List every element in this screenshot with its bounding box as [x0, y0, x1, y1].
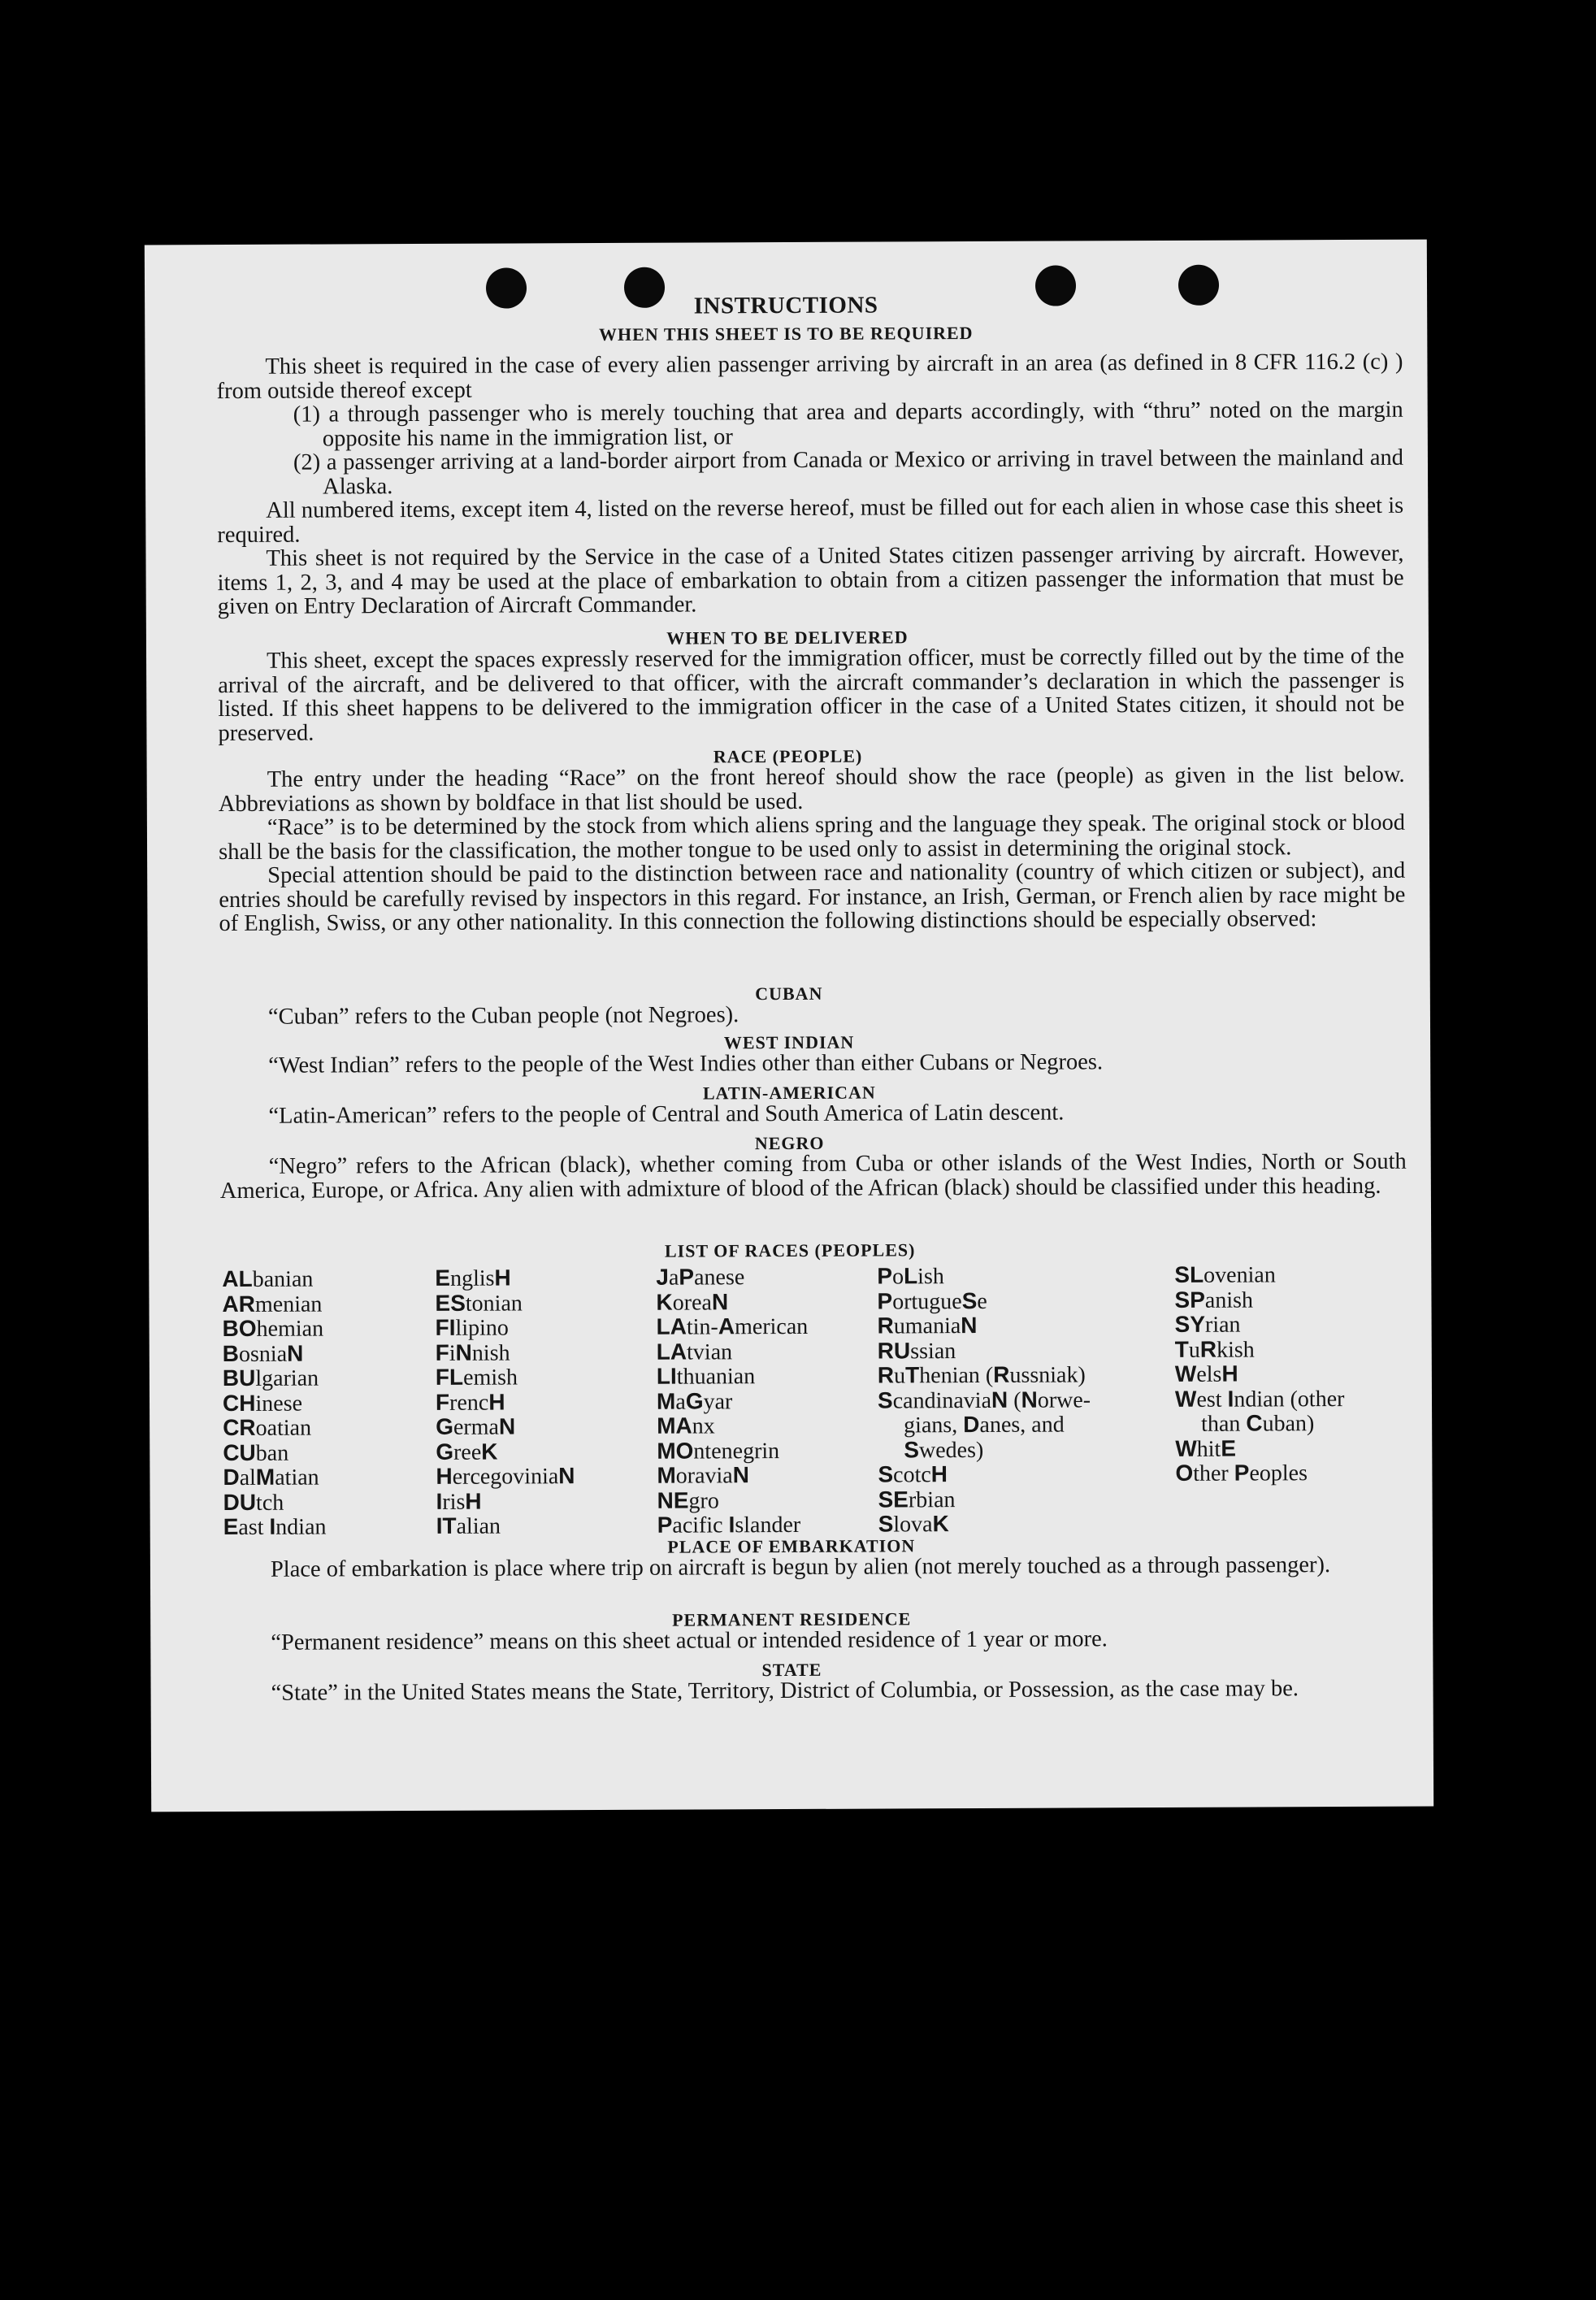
- race-item: BUlgarian: [222, 1365, 319, 1391]
- race-item: WelsH: [1174, 1360, 1238, 1387]
- race-item: RumaniaN: [877, 1312, 978, 1339]
- embarkation-text: Place of embarkation is place where trip on aircraft is begun by alien (not merely touched as a through passenger).: [270, 1552, 1331, 1582]
- section-title-residence: PERMANENT RESIDENCE: [672, 1608, 912, 1630]
- race-item: DalMatian: [223, 1464, 319, 1491]
- cuban-text: “Cuban” refers to the Cuban people (not Negroes).: [267, 1002, 739, 1030]
- instruction-sheet: [145, 240, 1433, 1812]
- race-item: BosniaN: [222, 1340, 304, 1367]
- race-column: [1174, 1262, 1345, 1486]
- race-item: gians, Danes, and: [904, 1411, 1065, 1439]
- race-item: LAtvian: [656, 1339, 733, 1365]
- race-item: LAtin-American: [656, 1313, 809, 1340]
- race-item: ARmenian: [222, 1291, 323, 1317]
- race-column: [222, 1266, 326, 1539]
- race-item: NEgro: [657, 1487, 719, 1514]
- section-title-latin-american: LATIN-AMERICAN: [702, 1082, 876, 1104]
- race-item: HercegovinіaN: [436, 1463, 575, 1490]
- negro-text: “Negro” refers to the African (black), whether coming from Cuba or other islands of the West Indies, North or South America, Europe, or Africa. Any alien with admixture of blood of the African (black) should be classified under this heading.: [219, 1148, 1407, 1204]
- race-item: MOntenegrin: [657, 1438, 780, 1465]
- race-column: [435, 1265, 575, 1538]
- race-item: SPanish: [1174, 1287, 1254, 1313]
- section-title-state: STATE: [761, 1659, 822, 1681]
- race-item: ALbanian: [222, 1265, 314, 1292]
- section-title-when-delivered: WHEN TO BE DELIVERED: [666, 627, 909, 649]
- race-item: East Indian: [223, 1513, 327, 1540]
- race-item: West Indian (other: [1174, 1386, 1345, 1413]
- race-item: JaPanese: [656, 1264, 745, 1291]
- race-item: PoLish: [877, 1263, 944, 1290]
- race-item: SlovaK: [878, 1511, 949, 1538]
- race-item: LIthuanian: [656, 1363, 756, 1390]
- race-item: ScandinaviaN (Norwe-: [877, 1387, 1091, 1413]
- race-item: EStonian: [435, 1290, 523, 1317]
- race-item: EnglisH: [435, 1265, 511, 1291]
- race-item: MoraviaN: [657, 1462, 750, 1489]
- race-item: WhitE: [1175, 1435, 1237, 1462]
- race-column: [877, 1263, 1091, 1537]
- race-text: The entry under the heading “Race” on the front hereof should show the race (people) as given in the list below. Abbreviations as shown by boldface in that list should be used. “Race” is to be determined by the stock from which aliens spring and the language they speak. The original stock or blood shall be the basis for the classification, the mother tongue to be used only to assist in determining the original stock. Special attention should be paid to the distinction between race and nationality (country of which citizen or subject), and entries should be carefully revised by inspectors in this regard. For instance, an Irish, German, or French alien by race might be of English, Swiss, or any other nationality. In this connection the following distinctions should be especially observed:: [218, 762, 1406, 937]
- west-indian-text: “West Indian” refers to the people of the West Indies other than either Cubans or Negroes.: [268, 1049, 1104, 1078]
- race-item: CUban: [223, 1439, 289, 1466]
- section-title-when-required: WHEN THIS SHEET IS TO BE REQUIRED: [598, 323, 974, 345]
- race-item: PortugueSe: [877, 1287, 987, 1314]
- race-item: GermaN: [436, 1413, 516, 1440]
- race-item: SErbian: [878, 1486, 956, 1512]
- race-item: FIlipino: [435, 1314, 509, 1341]
- race-item: FLemish: [435, 1364, 518, 1391]
- race-item: IrisH: [436, 1488, 482, 1515]
- race-item: DUtch: [223, 1489, 284, 1516]
- race-item: SYrian: [1174, 1311, 1241, 1338]
- state-text: “State” in the United States means the State, Territory, District of Columbia, or Possession, as the case may be.: [271, 1676, 1299, 1706]
- race-column: [656, 1265, 809, 1538]
- section-title-west-indian: WEST INDIAN: [723, 1031, 855, 1053]
- race-item: TuRkish: [1174, 1336, 1255, 1363]
- race-item: Swedes): [904, 1436, 984, 1463]
- race-item: RuThenian (Russniak): [877, 1361, 1086, 1389]
- race-item: KoreaN: [656, 1288, 729, 1316]
- race-item: MAnx: [657, 1413, 715, 1439]
- section-title-embarkation: PLACE OF EMBARKATION: [667, 1535, 916, 1557]
- race-item: FrencH: [435, 1389, 505, 1416]
- race-item: than Cuban): [1201, 1410, 1315, 1437]
- when-delivered-text: This sheet, except the spaces expressly reserved for the immigration officer, must be correctly filled out by the time of the arrival of the aircraft, and be delivered to that officer, with the aircraft commander’s declaration in which the passenger is listed. If this sheet happens to be delivered to the immigration officer in the case of a United States citizen, it should not be preserved.: [218, 643, 1405, 746]
- residence-text: “Permanent residence” means on this sheet actual or intended residence of 1 year or more.: [271, 1626, 1108, 1656]
- race-item: CHinese: [222, 1390, 303, 1417]
- race-item: ScotcH: [878, 1461, 948, 1488]
- race-item: ITalian: [436, 1512, 501, 1539]
- race-item: CRoatian: [223, 1414, 312, 1441]
- latin-american-text: “Latin-American” refers to the people of Central and South America of Latin descent.: [268, 1100, 1065, 1129]
- section-title-cuban: CUBAN: [755, 983, 823, 1005]
- section-title-race: RACE (PEOPLE): [713, 745, 863, 767]
- when-required-text: This sheet is required in the case of every alien passenger arriving by aircraft in an area (as defined in 8 CFR 116.2 (c) ) from outside thereof except (1) a through passenger who is merely touching that area and departs accordingly, with “thru” noted on the margin opposite his name in the immigration list, or (2) a passenger arriving at a land-border airport from Canada or Mexico or arriving in travel between the mainland and Alaska. All numbered items, except item 4, listed on the reverse hereof, must be filled out for each alien in whose case this sheet is required. This sheet is not required by the Service in the case of a United States citizen passenger arriving by aircraft. However, items 1, 2, 3, and 4 may be used at the place of embarkation to obtain from a citizen passenger the information that must be given on Entry Declaration of Aircraft Commander.: [216, 349, 1404, 620]
- page-title: INSTRUCTIONS: [693, 292, 878, 319]
- race-item: BOhemian: [222, 1315, 324, 1342]
- section-title-negro: NEGRO: [754, 1132, 825, 1154]
- race-item: SLovenian: [1174, 1261, 1276, 1288]
- race-item: Other Peoples: [1175, 1460, 1308, 1486]
- race-item: GreeK: [436, 1439, 498, 1465]
- section-title-race-list: LIST OF RACES (PEOPLES): [664, 1239, 916, 1261]
- race-item: Pacific Islander: [657, 1512, 801, 1538]
- race-item: MaGyar: [656, 1387, 733, 1415]
- race-item: RUssian: [877, 1337, 956, 1364]
- race-item: FiNnish: [435, 1339, 510, 1366]
